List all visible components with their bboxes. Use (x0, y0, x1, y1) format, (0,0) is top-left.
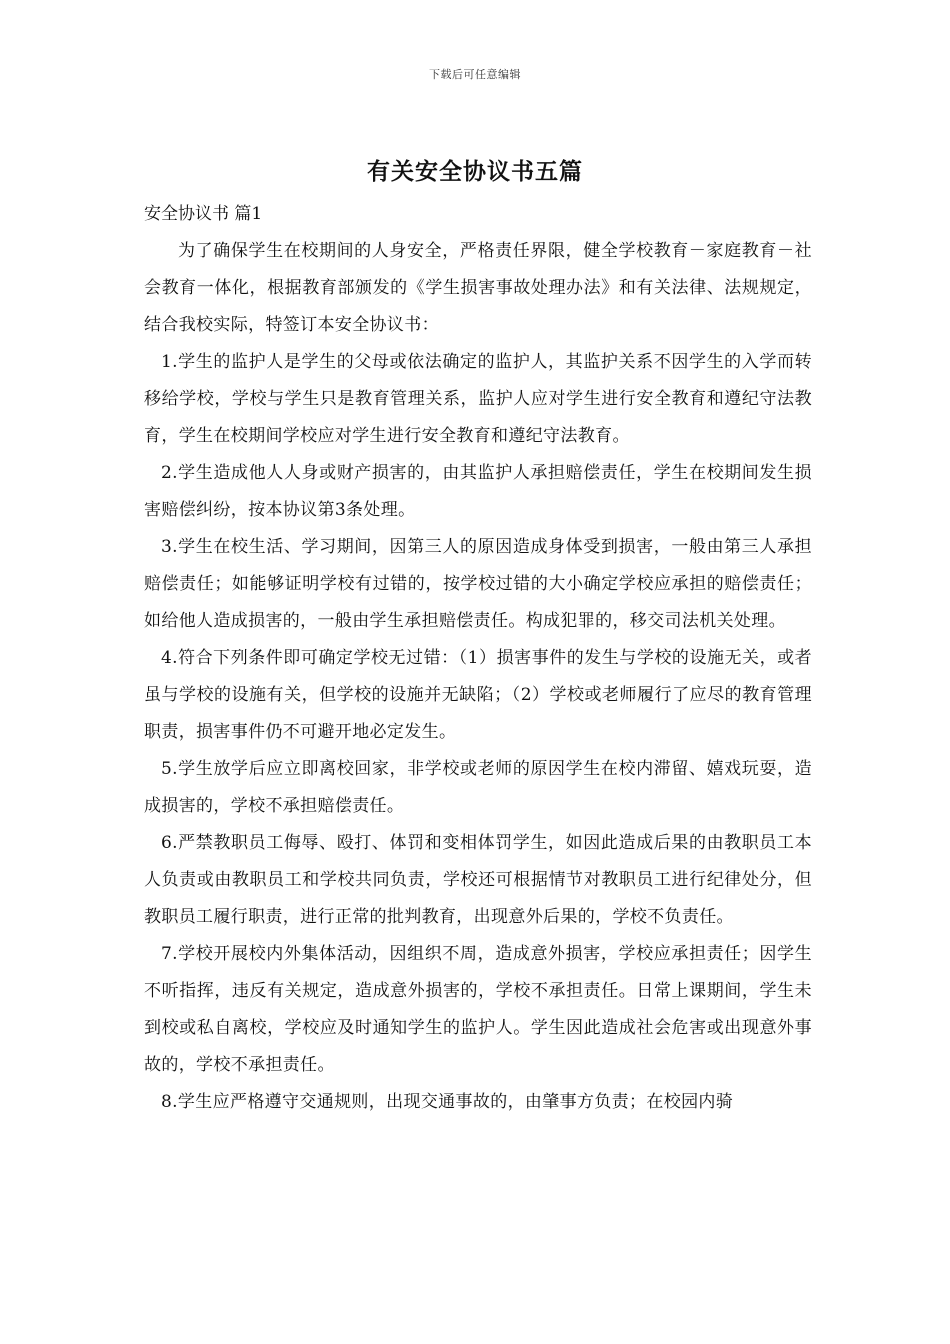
clause-5: 5.学生放学后应立即离校回家，非学校或老师的原因学生在校内滞留、嬉戏玩耍，造成损害的，学校不承担赔偿责任。 (144, 759, 812, 816)
clause-1: 1.学生的监护人是学生的父母或依法确定的监护人，其监护关系不因学生的入学而转移给学校，学校与学生只是教育管理关系，监护人应对学生进行安全教育和遵纪守法教育，学生在校期间学校应对学生进行安全教育和遵纪守法教育。 (144, 352, 812, 446)
clause-6: 6.严禁教职员工侮辱、殴打、体罚和变相体罚学生，如因此造成后果的由教职员工本人负责或由教职员工和学校共同负责，学校还可根据情节对教职员工进行纪律处分，但教职员工履行职责，进行正常的批判教育，出现意外后果的，学校不负责任。 (144, 833, 812, 927)
intro-paragraph: 为了确保学生在校期间的人身安全，严格责任界限，健全学校教育－家庭教育－社会教育一体化，根据教育部颁发的《学生损害事故处理办法》和有关法律、法规规定，结合我校实际，特签订本安全协议书： (144, 241, 812, 335)
clause-3: 3.学生在校生活、学习期间，因第三人的原因造成身体受到损害，一般由第三人承担赔偿责任；如能够证明学校有过错的，按学校过错的大小确定学校应承担的赔偿责任；如给他人造成损害的，一般由学生承担赔偿责任。构成犯罪的，移交司法机关处理。 (144, 537, 812, 631)
header-note: 下载后可任意编辑 (429, 68, 521, 81)
section-heading: 安全协议书 篇1 (144, 204, 263, 224)
clause-7: 7.学校开展校内外集体活动，因组织不周，造成意外损害，学校应承担责任；因学生不听指挥，违反有关规定，造成意外损害的，学校不承担责任。日常上课期间，学生未到校或私自离校，学校应及时通知学生的监护人。学生因此造成社会危害或出现意外事故的，学校不承担责任。 (144, 944, 812, 1075)
clause-8: 8.学生应严格遵守交通规则，出现交通事故的，由肇事方负责；在校园内骑 (161, 1092, 734, 1112)
clause-2: 2.学生造成他人人身或财产损害的，由其监护人承担赔偿责任，学生在校期间发生损害赔偿纠纷，按本协议第3条处理。 (144, 463, 812, 520)
document-body (144, 196, 812, 1121)
document-title: 有关安全协议书五篇 (367, 158, 583, 185)
clause-4: 4.符合下列条件即可确定学校无过错：（1）损害事件的发生与学校的设施无关，或者虽与学校的设施有关，但学校的设施并无缺陷；（2）学校或老师履行了应尽的教育管理职责，损害事件仍不可避开地必定发生。 (144, 648, 812, 742)
